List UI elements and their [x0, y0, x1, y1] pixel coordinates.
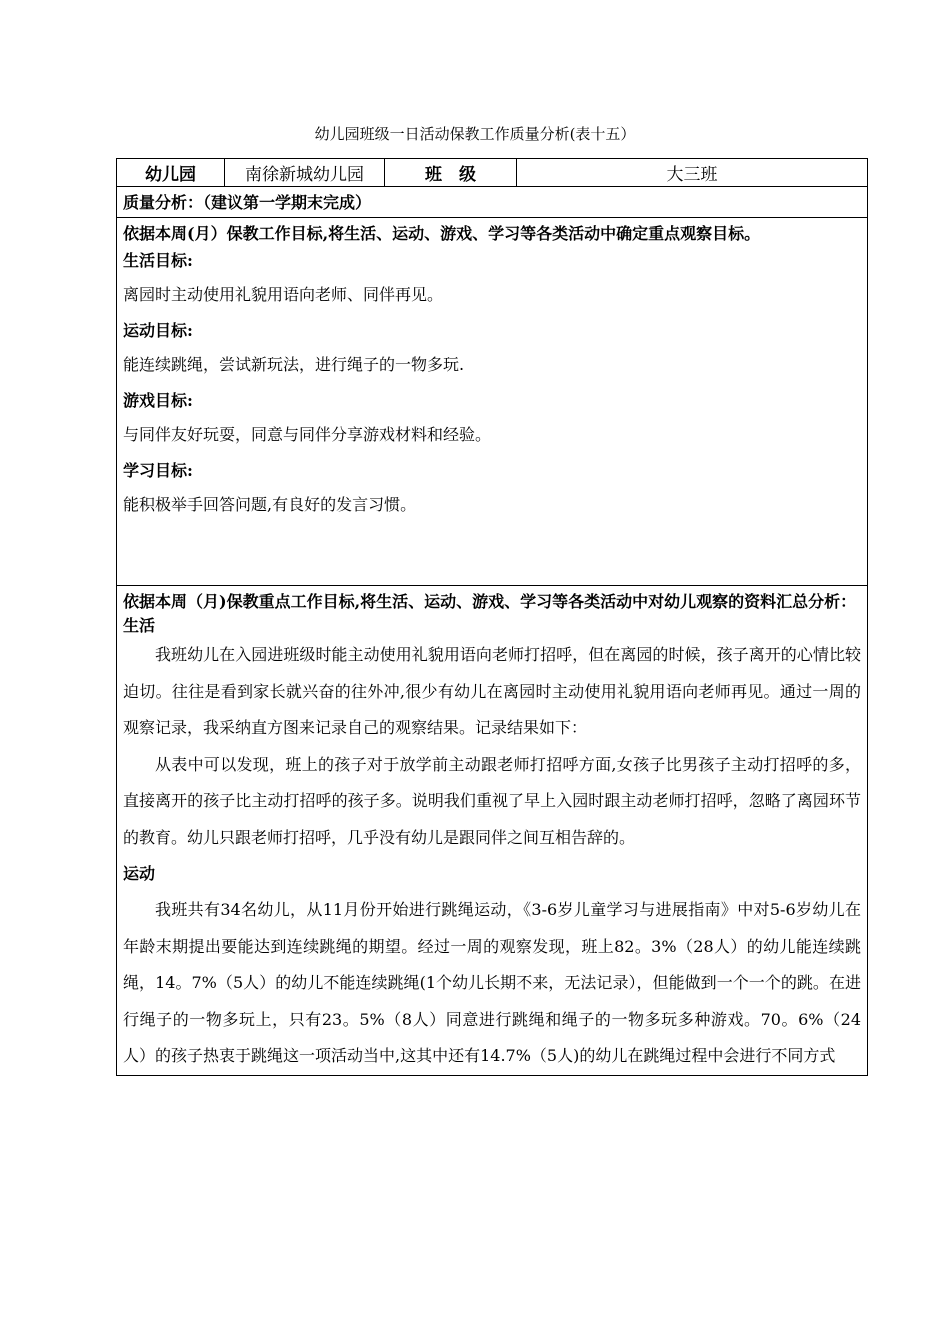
study-goal-label: 学习目标: [123, 461, 193, 480]
life-analysis-paragraph-1: 我班幼儿在入园进班级时能主动使用礼貌用语向老师打招呼，但在离园的时候，孩子离开的心情比较迫切。往往是看到家长就兴奋的往外冲,很少有幼儿在离园时主动使用礼貌用语向老师再见。通过一周的观察记录，我采纳直方图来记录自己的观察结果。记录结果如下： [123, 645, 861, 737]
observation-goals-section [117, 218, 867, 586]
sport-analysis-paragraph: 我班共有34名幼儿，从11月份开始进行跳绳运动，《3-6岁儿童学习与进展指南》中对5-6岁幼儿在年龄末期提出要能达到连续跳绳的期望。经过一周的观察发现，班上82。3%（28人）的幼儿能连续跳绳，14。7%（5人）的幼儿不能连续跳绳(1个幼儿长期不来，无法记录），但能做到一个一个的跳。在进行绳子的一物多玩上，只有23。5%（8人）同意进行跳绳和绳子的一物多玩多种游戏。70。6%（24人）的孩子热衷于跳绳这一项活动当中,这其中还有14.7%（5人)的幼儿在跳绳过程中会进行不同方式 [123, 900, 861, 1065]
life-goal-label: 生活目标: [123, 251, 193, 270]
observation-analysis-section [117, 586, 867, 1075]
sport-goal-label: 运动目标: [123, 321, 193, 340]
goals-heading: 依据本周(月）保教工作目标,将生活、运动、游戏、学习等各类活动中确定重点观察目标。 [123, 224, 761, 243]
kindergarten-label: 幼儿园 [117, 159, 225, 186]
analysis-heading: 依据本周（月)保教重点工作目标,将生活、运动、游戏、学习等各类活动中对幼儿观察的资料汇总分析： [123, 592, 857, 611]
game-goal-label: 游戏目标: [123, 391, 193, 410]
kindergarten-value: 南徐新城幼儿园 [225, 159, 385, 186]
sport-goal-text: 能连续跳绳，尝试新玩法，进行绳子的一物多玩. [123, 355, 465, 374]
quality-analysis-label: 质量分析：（建议第一学期末完成） [117, 187, 867, 218]
header-row [117, 159, 867, 187]
document-title: 幼儿园班级一日活动保教工作质量分析(表十五） [314, 125, 636, 143]
class-label: 班 级 [385, 159, 517, 186]
life-analysis-label: 生活 [123, 616, 156, 635]
analysis-form-table [116, 158, 868, 1076]
life-analysis-paragraph-2: 从表中可以发现，班上的孩子对于放学前主动跟老师打招呼方面,女孩子比男孩子主动打招呼的多，直接离开的孩子比主动打招呼的孩子多。说明我们重视了早上入园时跟主动老师打招呼，忽略了离园环节的教育。幼儿只跟老师打招呼，几乎没有幼儿是跟同伴之间互相告辞的。 [123, 754, 861, 847]
class-value: 大三班 [666, 165, 718, 185]
sport-analysis-label: 运动 [123, 864, 156, 883]
game-goal-text: 与同伴友好玩耍，同意与同伴分享游戏材料和经验。 [123, 425, 492, 444]
study-goal-text: 能积极举手回答问题,有良好的发言习惯。 [123, 495, 417, 514]
life-goal-text: 离园时主动使用礼貌用语向老师、同伴再见。 [123, 285, 444, 304]
